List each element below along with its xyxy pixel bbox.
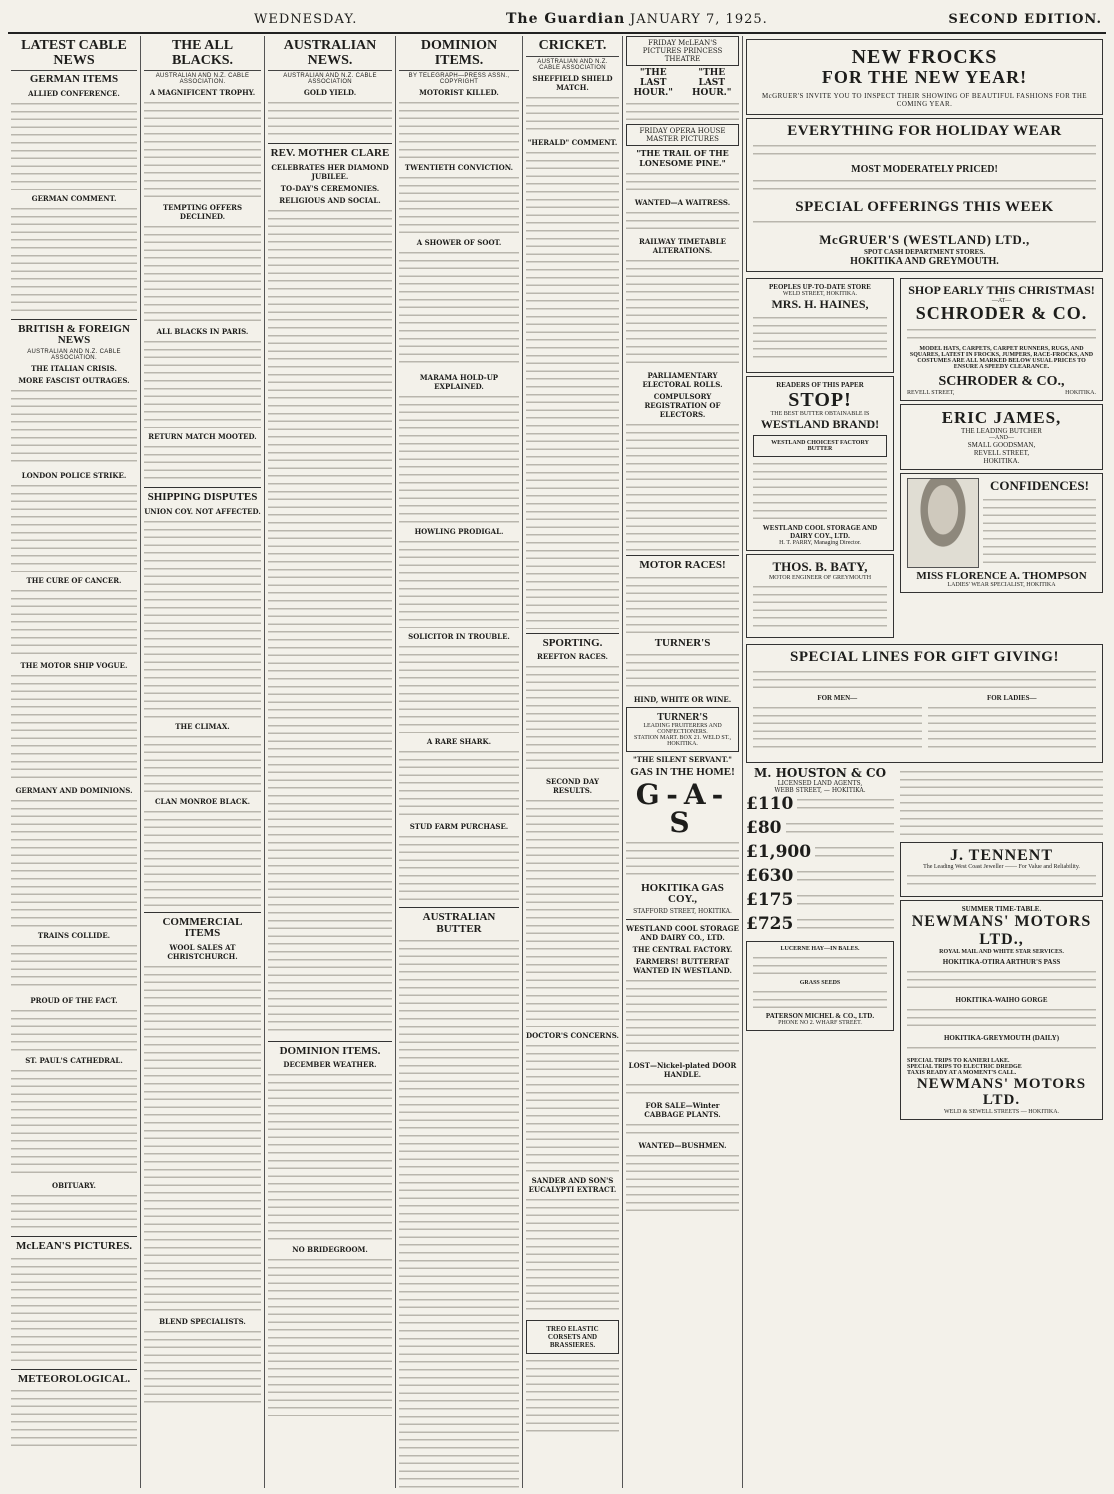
ad-body bbox=[907, 1044, 1096, 1054]
article-body bbox=[144, 733, 261, 793]
article-body bbox=[11, 1255, 137, 1365]
subhead: A RARE SHARK. bbox=[426, 737, 492, 747]
ad-schroder-address bbox=[907, 390, 1096, 396]
ad-houston bbox=[746, 766, 894, 1123]
article-body bbox=[526, 1042, 619, 1172]
ad-body bbox=[753, 218, 1096, 228]
ad-newmans-special: SPECIAL TRIPS TO KANIERI LAKE. bbox=[907, 1057, 1010, 1064]
headline-british-foreign: BRITISH & FOREIGN NEWS bbox=[18, 322, 130, 347]
subhead: NO BRIDEGROOM. bbox=[292, 1245, 368, 1255]
article-body bbox=[144, 963, 261, 1313]
ad-newmans-special: SPECIAL TRIPS TO ELECTRIC DREDGE bbox=[907, 1063, 1022, 1070]
subhead: ST. PAUL'S CATHEDRAL. bbox=[25, 1056, 123, 1066]
article-body bbox=[399, 174, 519, 234]
ad-body bbox=[753, 668, 1096, 690]
article-body bbox=[11, 1192, 137, 1232]
article-body bbox=[399, 249, 519, 369]
ad-cinema-header: FRIDAY OPERA HOUSE MASTER PICTURES bbox=[639, 127, 726, 143]
ad-eric-smallgoods: SMALL GOODSMAN, bbox=[967, 441, 1036, 450]
ad-thompson bbox=[900, 473, 1103, 593]
ad-film-title: "THE LAST HOUR." bbox=[633, 68, 673, 98]
ad-turners-line: LEADING FRUITERERS AND CONFECTIONERS. bbox=[643, 723, 722, 736]
column-latest-cable-news bbox=[8, 36, 141, 1488]
subhead: "HERALD" COMMENT. bbox=[527, 137, 618, 147]
divider bbox=[144, 912, 261, 913]
subhead: GERMAN COMMENT. bbox=[31, 193, 117, 203]
ad-mcgruers-location: HOKITIKA AND GREYMOUTH. bbox=[850, 255, 999, 267]
ad-new-frocks bbox=[746, 39, 1103, 115]
article-body bbox=[526, 94, 619, 134]
ad-eric-street: REVELL STREET, bbox=[973, 449, 1030, 458]
subhead: TRAINS COLLIDE. bbox=[37, 931, 111, 941]
ad-paterson-phone: PHONE NO 2. WHARF STREET. bbox=[778, 1019, 862, 1026]
ad-cinema-friday bbox=[626, 36, 739, 66]
headline-australian-news: AUSTRALIAN NEWS. bbox=[268, 39, 392, 71]
ad-body bbox=[928, 704, 1097, 754]
masthead-date: JANUARY 7, 1925. bbox=[630, 11, 768, 27]
subhead: DECEMBER WEATHER. bbox=[283, 1060, 377, 1070]
ad-newmans bbox=[900, 900, 1103, 1119]
subhead: SECOND DAY RESULTS. bbox=[545, 777, 600, 796]
ad-newmans-route: HOKITIKA-GREYMOUTH (DAILY) bbox=[943, 1033, 1060, 1042]
ad-haines: MRS. H. HAINES, bbox=[771, 296, 869, 311]
ad-film-title: "THE LAST HOUR." bbox=[692, 68, 732, 98]
subhead: UNION COY. NOT AFFECTED. bbox=[144, 506, 261, 516]
ad-railway-timetable: RAILWAY TIMETABLE ALTERATIONS. bbox=[639, 237, 726, 255]
subhead: SANDER AND SON'S EUCALYPTI EXTRACT. bbox=[528, 1176, 617, 1195]
ad-cabbage-plants: FOR SALE—Winter CABBAGE PLANTS. bbox=[644, 1100, 721, 1119]
subhead: A MAGNIFICENT TROPHY. bbox=[149, 88, 256, 98]
ad-body bbox=[753, 177, 1096, 193]
ad-electoral-rolls: PARLIAMENTARY ELECTORAL ROLLS. bbox=[642, 371, 723, 389]
ad-body bbox=[797, 796, 894, 814]
ad-body bbox=[907, 326, 1096, 342]
ad-peoples-street: WELD STREET, HOKITIKA. bbox=[782, 290, 858, 297]
ad-film-title: "THE TRAIL OF THE LONESOME PINE." bbox=[636, 148, 729, 168]
subhead: GERMANY AND DOMINIONS. bbox=[15, 786, 133, 796]
article-body bbox=[11, 100, 137, 190]
ad-mcgruers: McGRUER'S (WESTLAND) LTD., bbox=[819, 231, 1030, 247]
headline-dominion-items: DOMINION ITEMS. bbox=[279, 1044, 381, 1057]
article-body bbox=[268, 1256, 392, 1416]
ad-tennent-name: J. TENNENT bbox=[949, 846, 1054, 864]
ad-eric-and: —AND— bbox=[989, 435, 1014, 442]
ad-right-stack bbox=[900, 275, 1103, 641]
article-body bbox=[526, 663, 619, 773]
subhead: RETURN MATCH MOOTED. bbox=[148, 432, 257, 442]
ad-body bbox=[626, 1081, 739, 1097]
ad-schroder-text: MODEL HATS, CARPETS, CARPET RUNNERS, RUGS, AND SQUARES, LATEST IN FROCKS, JUMPERS, RACE-FROCKS, AND COSTUMES ARE ALL MARKED BELOW USUAL PRICES TO ENSURE A SPEEDY CLEARANCE. bbox=[909, 345, 1094, 370]
ad-body bbox=[797, 916, 894, 934]
ad-price: £725 bbox=[746, 913, 794, 934]
headline-latest-cable-news: LATEST CABLE NEWS bbox=[11, 39, 137, 71]
ad-body bbox=[626, 257, 739, 367]
masthead-title: The Guardian bbox=[506, 11, 626, 27]
ad-confidences: CONFIDENCES! bbox=[990, 478, 1089, 494]
ad-opera-house bbox=[626, 124, 739, 146]
ad-schroder-at: —AT— bbox=[991, 297, 1012, 304]
article-body bbox=[399, 748, 519, 818]
ad-westland-label: WESTLAND CHOICEST FACTORY BUTTER bbox=[753, 435, 887, 457]
ad-baty-title: MOTOR ENGINEER OF GREYMOUTH bbox=[768, 574, 872, 581]
ad-peoples-title: PEOPLES UP-TO-DATE STORE bbox=[769, 282, 871, 291]
divider bbox=[268, 1041, 392, 1042]
ad-newmans-footer: NEWMANS' MOTORS LTD. bbox=[916, 1075, 1087, 1109]
ad-wanted-waitress: WANTED—A WAITRESS. bbox=[634, 198, 731, 207]
article-body bbox=[11, 942, 137, 992]
ad-gas-headline: GAS IN THE HOME! bbox=[630, 766, 735, 779]
divider bbox=[626, 919, 739, 920]
headline-rev-mother-clare: REV. MOTHER CLARE bbox=[270, 147, 390, 160]
subhead: THE ITALIAN CRISIS. bbox=[31, 364, 117, 374]
ad-readers-stop bbox=[746, 376, 894, 551]
article-body bbox=[399, 937, 519, 1488]
masthead-day: WEDNESDAY. bbox=[254, 11, 358, 27]
article-body bbox=[144, 518, 261, 718]
subhead: SHEFFIELD SHIELD MATCH. bbox=[532, 73, 613, 92]
subhead: OBITUARY. bbox=[52, 1181, 96, 1191]
ad-turners-line: STATION MART. BOX 21. WELD ST., HOKITIKA. bbox=[634, 735, 731, 748]
article-body bbox=[526, 797, 619, 1027]
ad-baty-name: THOS. B. BATY, bbox=[772, 558, 868, 574]
ad-mcgruers-tag: SPOT CASH DEPARTMENT STORES. bbox=[864, 247, 985, 256]
source-line: AUSTRALIAN AND N.Z. CABLE ASSOCIATION bbox=[283, 73, 377, 86]
column-cricket bbox=[523, 36, 623, 1488]
ad-thompson-row bbox=[907, 478, 1096, 570]
article-body bbox=[526, 1357, 619, 1437]
ad-special-offerings: SPECIAL OFFERINGS THIS WEEK bbox=[795, 198, 1054, 215]
article-body bbox=[11, 1007, 137, 1052]
headline-meteorological: METEOROLOGICAL. bbox=[17, 1372, 131, 1385]
ad-gas-address: STAFFORD STREET, HOKITIKA. bbox=[633, 907, 732, 915]
article-body bbox=[11, 387, 137, 467]
ad-westland-director: H. T. PARRY, Managing Director. bbox=[779, 539, 861, 546]
ad-left-stack bbox=[746, 275, 894, 641]
ad-newmans-services: ROYAL MAIL AND WHITE STAR SERVICES. bbox=[939, 948, 1064, 955]
ad-schroder-headline: SHOP EARLY THIS CHRISTMAS! bbox=[908, 282, 1095, 297]
headline-mcleans-pictures: McLEAN'S PICTURES. bbox=[15, 1240, 133, 1253]
ad-row-middle bbox=[746, 275, 1103, 641]
ad-body bbox=[907, 872, 1096, 888]
ad-schroder bbox=[900, 278, 1103, 401]
ad-gift-giving bbox=[746, 644, 1103, 763]
ad-holiday-price: MOST MODERATELY PRICED! bbox=[851, 163, 998, 175]
ad-body bbox=[626, 839, 739, 879]
article-body bbox=[11, 587, 137, 657]
ad-paterson: PATERSON MICHEL & CO., LTD. bbox=[765, 1011, 875, 1020]
ad-body bbox=[626, 170, 739, 194]
headline-dominion-items: DOMINION ITEMS. bbox=[399, 39, 519, 71]
ad-body bbox=[815, 844, 894, 862]
subhead: TEMPTING OFFERS DECLINED. bbox=[162, 203, 243, 222]
ad-price: £175 bbox=[746, 889, 794, 910]
ad-price: £630 bbox=[746, 865, 794, 886]
article-body bbox=[144, 99, 261, 199]
column-advertisements bbox=[743, 36, 1106, 1488]
ad-body bbox=[626, 100, 739, 120]
article-body bbox=[144, 443, 261, 483]
ad-gift-title: SPECIAL LINES FOR GIFT GIVING! bbox=[790, 648, 1059, 665]
ad-body bbox=[753, 704, 922, 754]
ad-body bbox=[753, 314, 887, 364]
column-all-blacks bbox=[141, 36, 265, 1488]
divider bbox=[11, 1369, 137, 1370]
divider bbox=[11, 1236, 137, 1237]
ad-butterfat: FARMERS! BUTTERFAT WANTED IN WESTLAND. bbox=[633, 956, 732, 975]
article-body bbox=[526, 149, 619, 629]
ad-lucerne bbox=[746, 941, 894, 1031]
ad-body bbox=[626, 209, 739, 233]
ad-motor-races: MOTOR RACES! bbox=[639, 559, 726, 571]
subhead: CELEBRATES HER DIAMOND JUBILEE. bbox=[271, 162, 389, 181]
subhead: BLEND SPECIALISTS. bbox=[159, 1317, 246, 1327]
subhead: WOOL SALES AT CHRISTCHURCH. bbox=[167, 943, 238, 962]
column-dominion-items bbox=[396, 36, 523, 1488]
article-body bbox=[268, 207, 392, 1037]
ad-body bbox=[626, 574, 739, 634]
ad-baty bbox=[746, 554, 894, 638]
ad-westland-dairy: WESTLAND COOL STORAGE AND DAIRY CO., LTD. bbox=[626, 923, 739, 942]
ad-tennent bbox=[900, 842, 1103, 898]
headline-commercial-items: COMMERCIAL ITEMS bbox=[162, 915, 243, 940]
divider bbox=[626, 555, 739, 556]
ad-body bbox=[983, 496, 1096, 566]
divider bbox=[11, 319, 137, 320]
ad-butter-line: THE BEST BUTTER OBTAINABLE IS bbox=[770, 410, 870, 417]
portrait-illustration bbox=[907, 478, 979, 568]
ad-houston-title: LICENSED LAND AGENTS, bbox=[777, 779, 863, 787]
ad-westland-cool: WESTLAND COOL STORAGE AND DAIRY COY., LTD. bbox=[762, 523, 878, 540]
ad-gift-columns bbox=[753, 694, 1096, 758]
ad-body bbox=[907, 1006, 1096, 1030]
headline-sporting: SPORTING. bbox=[542, 636, 603, 649]
divider bbox=[399, 907, 519, 908]
ad-body bbox=[797, 868, 894, 886]
source-line: BY TELEGRAPH—PRESS ASSN., COPYRIGHT bbox=[408, 73, 510, 86]
headline-german-items: GERMAN ITEMS bbox=[29, 73, 119, 86]
ad-body bbox=[626, 651, 739, 691]
subhead: TO-DAY'S CEREMONIES. bbox=[280, 183, 380, 193]
ad-film-row bbox=[626, 68, 739, 98]
ad-body bbox=[626, 421, 739, 551]
ad-gas-company: HOKITIKA GAS COY., bbox=[641, 881, 724, 906]
divider bbox=[526, 633, 619, 634]
subhead: HOWLING PRODIGAL. bbox=[414, 527, 504, 537]
subhead: SOLICITOR IN TROUBLE. bbox=[408, 632, 510, 642]
ad-eric-town: HOKITIKA. bbox=[983, 457, 1020, 466]
subhead: STUD FARM PURCHASE. bbox=[409, 822, 509, 832]
article-body bbox=[144, 338, 261, 428]
ad-row-lower bbox=[746, 766, 1103, 1123]
ad-gift-ladies: FOR LADIES— bbox=[986, 693, 1037, 702]
column-australian-news bbox=[265, 36, 396, 1488]
ad-price: £1,900 bbox=[746, 841, 812, 862]
article-body bbox=[399, 833, 519, 903]
ad-new-frocks-subtitle: FOR THE NEW YEAR! bbox=[821, 67, 1028, 87]
subhead: MARAMA HOLD-UP EXPLAINED. bbox=[419, 373, 499, 392]
ad-eric-title: THE LEADING BUTCHER bbox=[961, 427, 1042, 436]
article-body bbox=[399, 99, 519, 159]
ad-body bbox=[753, 460, 887, 520]
headline-all-blacks: THE ALL BLACKS. bbox=[144, 39, 261, 71]
ad-price: £80 bbox=[746, 817, 782, 838]
ad-body bbox=[786, 820, 895, 838]
ad-newmans-route: HOKITIKA-OTIRA ARTHUR'S PASS bbox=[942, 957, 1061, 966]
divider bbox=[268, 143, 392, 144]
ad-gas-letters: G-A-S bbox=[635, 777, 730, 839]
column-classifieds bbox=[623, 36, 743, 1488]
ad-newmans-address: WELD & SEWELL STREETS — HOKITIKA. bbox=[943, 1108, 1060, 1115]
ad-body bbox=[753, 988, 887, 1008]
ad-body bbox=[626, 1121, 739, 1137]
ad-wanted-bushmen: WANTED—BUSHMEN. bbox=[638, 1140, 727, 1150]
ad-newmans-taxis: TAXIS READY AT A MOMENT'S CALL. bbox=[907, 1069, 1017, 1076]
article-body bbox=[268, 99, 392, 139]
article-body bbox=[144, 223, 261, 323]
article-body bbox=[144, 808, 261, 908]
subhead: ALL BLACKS IN PARIS. bbox=[156, 327, 249, 337]
article-body bbox=[11, 1387, 137, 1447]
source-line: AUSTRALIAN AND N.Z. CABLE ASSOCIATION bbox=[537, 58, 608, 71]
ad-grass-seeds: GRASS SEEDS bbox=[799, 979, 841, 986]
ad-body bbox=[900, 768, 1103, 838]
ad-body bbox=[626, 977, 739, 1057]
headline-shipping-disputes: SHIPPING DISPUTES bbox=[147, 491, 258, 504]
ad-peoples-store bbox=[746, 278, 894, 373]
ad-turners-name: TURNER'S bbox=[657, 712, 708, 724]
ad-new-frocks-text: McGRUER'S INVITE YOU TO INSPECT THEIR SHOWING OF BEAUTIFUL FASHIONS FOR THE COMING YEAR. bbox=[762, 91, 1087, 108]
article-body bbox=[144, 1328, 261, 1408]
article-body bbox=[268, 1071, 392, 1241]
masthead bbox=[8, 6, 1106, 34]
headline-australian-butter: AUSTRALIAN BUTTER bbox=[422, 911, 496, 935]
ad-new-frocks-title: NEW FROCKS bbox=[851, 46, 998, 68]
ad-newmans-route: HOKITIKA-WAIHO GORGE bbox=[955, 995, 1048, 1004]
subhead: REEFTON RACES. bbox=[537, 652, 608, 662]
ad-price: £110 bbox=[746, 793, 794, 814]
ad-eric-james bbox=[900, 404, 1103, 471]
divider bbox=[144, 487, 261, 488]
ad-body bbox=[753, 142, 1096, 160]
article-body bbox=[399, 393, 519, 523]
article-body bbox=[11, 1067, 137, 1177]
ad-lucerne-title: LUCERNE HAY—IN BALES. bbox=[780, 945, 860, 952]
article-body bbox=[526, 1196, 619, 1316]
ad-lost-handle: LOST—Nickel-plated DOOR HANDLE. bbox=[628, 1060, 737, 1079]
subhead: TWENTIETH CONVICTION. bbox=[404, 163, 514, 173]
ad-registration-electors: COMPULSORY REGISTRATION OF ELECTORS. bbox=[644, 392, 721, 419]
subhead: LONDON POLICE STRIKE. bbox=[21, 471, 127, 481]
ad-body bbox=[797, 892, 894, 910]
subhead: THE CURE OF CANCER. bbox=[26, 576, 122, 586]
ad-treo-corsets: TREO ELASTIC CORSETS AND BRASSIERES. bbox=[526, 1320, 619, 1354]
subhead: MOTORIST KILLED. bbox=[419, 88, 499, 98]
masthead-edition: SECOND EDITION. bbox=[948, 11, 1102, 27]
subhead: DOCTOR'S CONCERNS. bbox=[526, 1031, 619, 1041]
ad-schroder-footer: SCHRODER & CO., bbox=[938, 373, 1065, 389]
subhead: RELIGIOUS AND SOCIAL. bbox=[279, 195, 381, 205]
source-line: AUSTRALIAN AND N.Z. CABLE ASSOCIATION. bbox=[27, 349, 121, 362]
ad-central-factory: THE CENTRAL FACTORY. bbox=[632, 944, 733, 954]
ad-body bbox=[626, 1152, 739, 1212]
subhead: PROUD OF THE FACT. bbox=[30, 996, 118, 1006]
ad-schroder-town: HOKITIKA. bbox=[1065, 389, 1096, 396]
ad-thompson-title: LADIES' WEAR SPECIALIST, HOKITIKA bbox=[947, 582, 1056, 589]
subhead: THE MOTOR SHIP VOGUE. bbox=[20, 661, 128, 671]
ad-eric-name: ERIC JAMES, bbox=[941, 407, 1062, 427]
subhead: GOLD YIELD. bbox=[303, 88, 357, 98]
ad-gift-men: FOR MEN— bbox=[817, 693, 858, 702]
subhead: ALLIED CONFERENCE. bbox=[28, 88, 120, 98]
ad-schroder-name: SCHRODER & CO. bbox=[915, 302, 1088, 323]
subhead: A SHOWER OF SOOT. bbox=[416, 238, 502, 248]
ad-thompson-name: MISS FLORENCE A. THOMPSON bbox=[916, 570, 1087, 583]
ad-turners-box bbox=[626, 707, 739, 752]
ad-readers-title: READERS OF THIS PAPER bbox=[776, 380, 864, 389]
ad-holiday-wear bbox=[746, 118, 1103, 272]
subhead: MORE FASCIST OUTRAGES. bbox=[18, 376, 130, 386]
ad-right-lower bbox=[900, 766, 1103, 1123]
article-body bbox=[11, 205, 137, 315]
ad-stop: STOP! bbox=[788, 388, 852, 411]
ad-newmans-name: NEWMANS' MOTORS LTD., bbox=[911, 913, 1092, 948]
headline-cricket: CRICKET. bbox=[526, 39, 619, 57]
ad-body bbox=[753, 583, 887, 629]
ad-tennent-tagline: The Leading West Coast Jeweller —— For Value and Reliability. bbox=[923, 864, 1080, 871]
ad-schroder-street: REVELL STREET, bbox=[907, 389, 955, 396]
ad-body bbox=[907, 968, 1096, 992]
ad-text: HIND, WHITE OR WINE. bbox=[633, 695, 732, 705]
article-body bbox=[11, 672, 137, 782]
article-body bbox=[11, 797, 137, 927]
ad-houston-street: WEBB STREET, — HOKITIKA. bbox=[774, 786, 866, 794]
ad-turners: TURNER'S bbox=[654, 636, 711, 649]
subhead: CLAN MONROE BLACK. bbox=[154, 796, 251, 806]
ad-holiday-title: EVERYTHING FOR HOLIDAY WEAR bbox=[787, 122, 1062, 139]
article-body bbox=[11, 482, 137, 572]
ad-cinema-header: FRIDAY McLEAN'S PICTURES PRINCESS THEATRE bbox=[642, 39, 723, 63]
article-body bbox=[399, 643, 519, 733]
ad-houston-name: M. HOUSTON & CO bbox=[753, 765, 887, 780]
subhead: THE CLIMAX. bbox=[175, 721, 230, 731]
ad-newmans-timetable: SUMMER TIME-TABLE. bbox=[961, 905, 1042, 914]
ad-body bbox=[753, 954, 887, 976]
ad-silent-servant: "THE SILENT SERVANT." bbox=[633, 755, 732, 765]
source-line: AUSTRALIAN AND N.Z. CABLE ASSOCIATION. bbox=[155, 73, 250, 86]
article-body bbox=[399, 538, 519, 628]
ad-westland-brand: WESTLAND BRAND! bbox=[760, 416, 880, 431]
